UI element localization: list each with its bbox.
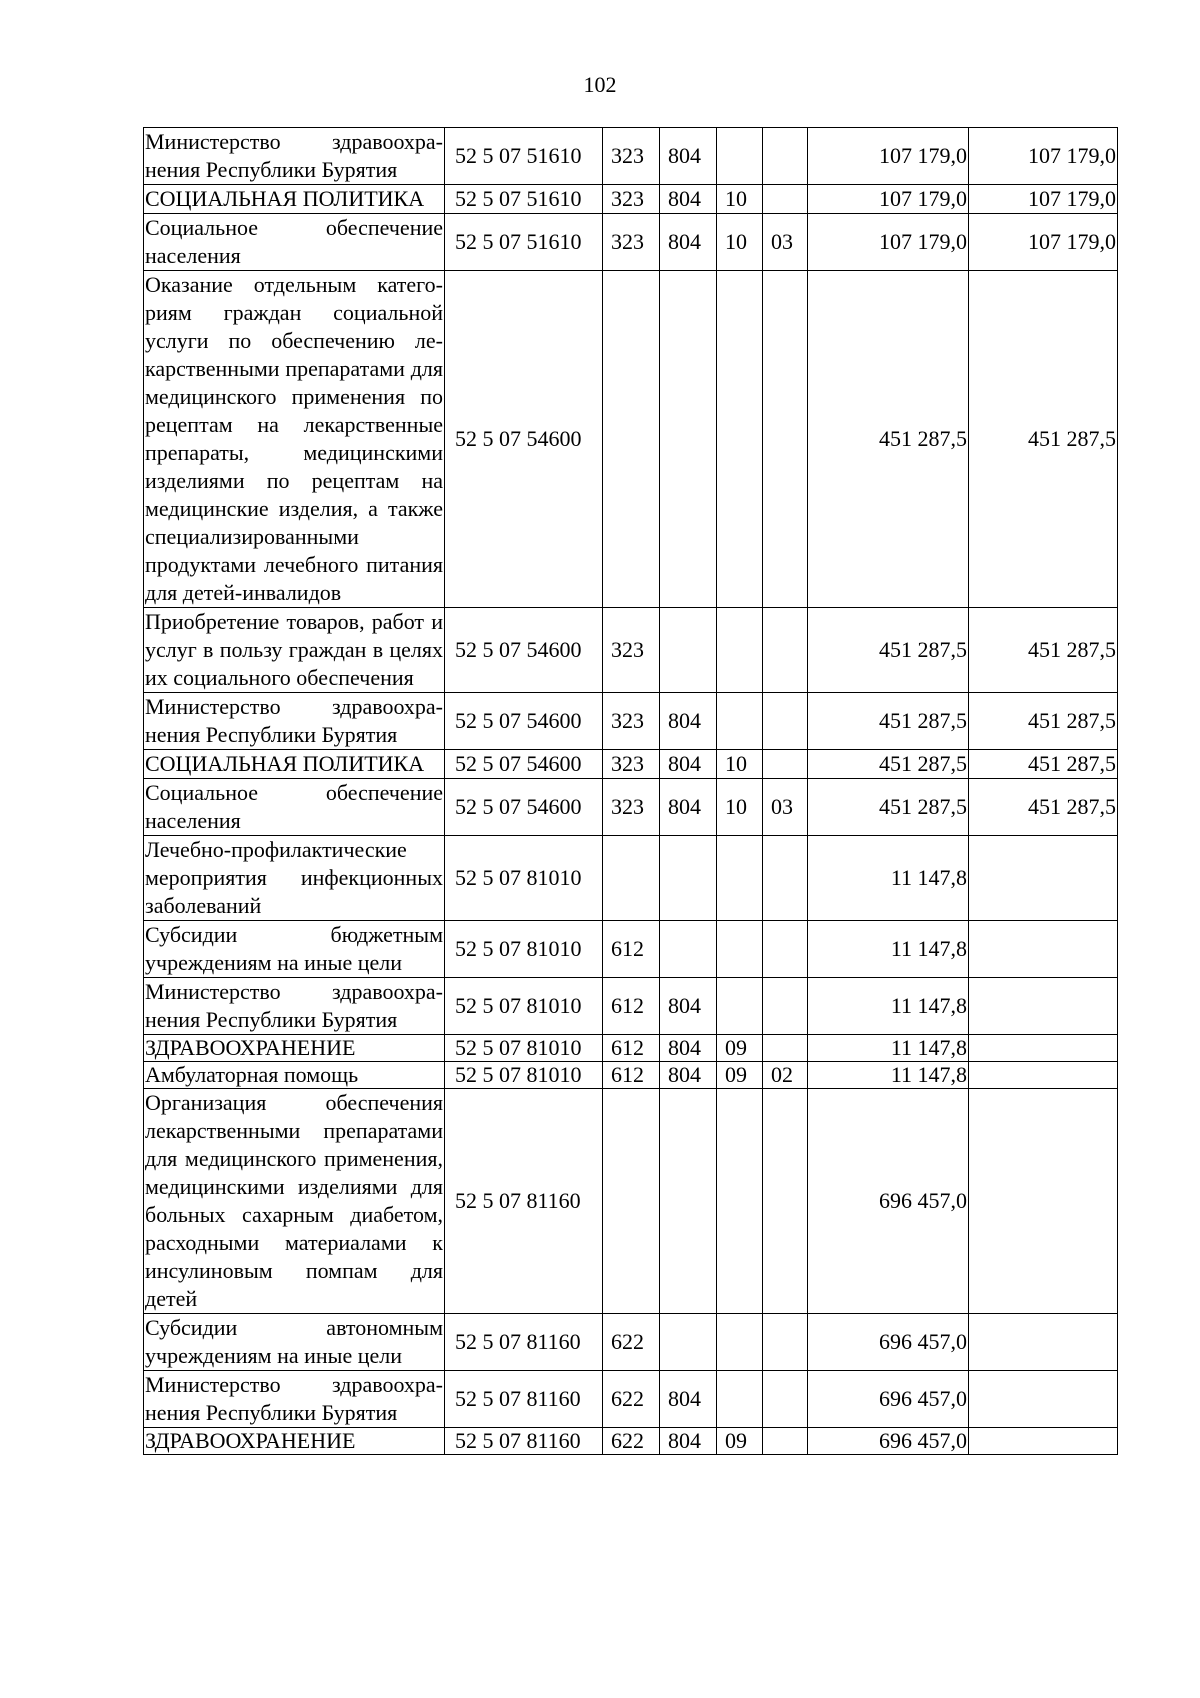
row-code-cell: 52 5 07 54600 [445, 693, 603, 750]
row-sum2-cell [969, 1062, 1118, 1089]
table-row [144, 921, 1118, 978]
row-sum1-cell: 696 457,0 [808, 1089, 969, 1314]
row-subsection-cell [763, 1428, 808, 1455]
row-subsection-cell [763, 608, 808, 693]
row-section-cell [717, 1089, 763, 1314]
row-sum2-cell [969, 1089, 1118, 1314]
row-subsection-cell [763, 978, 808, 1035]
row-sum1-cell: 107 179,0 [808, 185, 969, 214]
table-row [144, 750, 1118, 779]
row-sum1-cell: 451 287,5 [808, 750, 969, 779]
row-name-cell: Министерство здравоохранения Республики Бурятия [144, 693, 445, 750]
row-grbs-cell: 323 [603, 750, 660, 779]
row-section-cell [717, 978, 763, 1035]
row-section-cell [717, 921, 763, 978]
row-sum1-cell: 451 287,5 [808, 608, 969, 693]
row-code-cell: 52 5 07 81160 [445, 1089, 603, 1314]
row-section-cell [717, 1314, 763, 1371]
row-dept-cell: 804 [660, 1371, 717, 1428]
row-subsection-cell [763, 185, 808, 214]
row-section-cell [717, 1371, 763, 1428]
row-code-cell: 52 5 07 81010 [445, 978, 603, 1035]
table-row [144, 1062, 1118, 1089]
row-name-cell: Социальное обеспечение населения [144, 214, 445, 271]
row-dept-cell [660, 608, 717, 693]
row-sum2-cell [969, 1035, 1118, 1062]
row-grbs-cell: 323 [603, 214, 660, 271]
row-subsection-cell [763, 1035, 808, 1062]
row-subsection-cell: 02 [763, 1062, 808, 1089]
table-row [144, 185, 1118, 214]
row-name-cell: Министерство здравоохранения Республики Бурятия [144, 128, 445, 185]
row-grbs-cell: 323 [603, 185, 660, 214]
row-name-cell: СОЦИАЛЬНАЯ ПОЛИТИКА [144, 750, 445, 779]
row-dept-cell: 804 [660, 978, 717, 1035]
row-code-cell: 52 5 07 54600 [445, 608, 603, 693]
row-grbs-cell: 323 [603, 779, 660, 836]
row-section-cell [717, 271, 763, 608]
row-section-cell: 10 [717, 185, 763, 214]
row-sum1-cell: 11 147,8 [808, 978, 969, 1035]
row-grbs-cell: 612 [603, 1062, 660, 1089]
row-section-cell: 09 [717, 1062, 763, 1089]
row-sum1-cell: 451 287,5 [808, 693, 969, 750]
row-dept-cell: 804 [660, 185, 717, 214]
row-sum2-cell [969, 1371, 1118, 1428]
table-row [144, 1428, 1118, 1455]
row-dept-cell [660, 921, 717, 978]
row-dept-cell: 804 [660, 128, 717, 185]
row-sum1-cell: 451 287,5 [808, 779, 969, 836]
row-name-cell: Субсидии бюджетным учреждениям на иные цели [144, 921, 445, 978]
row-sum2-cell: 451 287,5 [969, 608, 1118, 693]
row-name-cell: ЗДРАВООХРАНЕНИЕ [144, 1428, 445, 1455]
row-section-cell: 09 [717, 1428, 763, 1455]
row-grbs-cell: 612 [603, 1035, 660, 1062]
row-section-cell [717, 693, 763, 750]
page-number: 102 [583, 72, 617, 97]
row-code-cell: 52 5 07 51610 [445, 185, 603, 214]
row-dept-cell: 804 [660, 1035, 717, 1062]
row-name-cell: Амбулаторная помощь [144, 1062, 445, 1089]
row-code-cell: 52 5 07 54600 [445, 779, 603, 836]
row-sum1-cell: 11 147,8 [808, 1035, 969, 1062]
row-name-cell: Приобретение товаров, работ и услуг в пользу граждан в целях их социального обеспечения [144, 608, 445, 693]
row-sum2-cell: 451 287,5 [969, 693, 1118, 750]
table-row [144, 271, 1118, 608]
row-name-cell: Министерство здравоохранения Республики Бурятия [144, 1371, 445, 1428]
row-name-cell: Оказание отдельным категориям граждан социальной услуги по обеспечению лекарственными препаратами для медицинского применения по рецептам на лекарственные препараты, медицинскими изделиями по рецептам на медицинские изделия, а также специализированными продуктами лечебного питания для детей-инвалидов [144, 271, 445, 608]
table-row [144, 693, 1118, 750]
row-dept-cell [660, 271, 717, 608]
row-dept-cell [660, 836, 717, 921]
row-grbs-cell: 612 [603, 921, 660, 978]
row-code-cell: 52 5 07 51610 [445, 214, 603, 271]
table-row [144, 1035, 1118, 1062]
row-sum1-cell: 107 179,0 [808, 128, 969, 185]
row-section-cell: 10 [717, 779, 763, 836]
row-dept-cell: 804 [660, 214, 717, 271]
row-subsection-cell [763, 693, 808, 750]
row-name-cell: Лечебно-профилактические мероприятия инфекционных заболеваний [144, 836, 445, 921]
row-section-cell [717, 128, 763, 185]
row-code-cell: 52 5 07 81160 [445, 1371, 603, 1428]
row-subsection-cell: 03 [763, 214, 808, 271]
row-grbs-cell: 323 [603, 608, 660, 693]
row-sum2-cell: 107 179,0 [969, 128, 1118, 185]
table-row [144, 779, 1118, 836]
table-row [144, 1089, 1118, 1314]
row-grbs-cell [603, 1089, 660, 1314]
row-dept-cell [660, 1089, 717, 1314]
row-subsection-cell [763, 836, 808, 921]
row-grbs-cell [603, 836, 660, 921]
table-body [144, 128, 1118, 1455]
row-code-cell: 52 5 07 81010 [445, 921, 603, 978]
table-row [144, 1371, 1118, 1428]
row-sum2-cell: 107 179,0 [969, 185, 1118, 214]
row-name-cell: Субсидии автономным учреждениям на иные цели [144, 1314, 445, 1371]
row-name-cell: СОЦИАЛЬНАЯ ПОЛИТИКА [144, 185, 445, 214]
row-code-cell: 52 5 07 51610 [445, 128, 603, 185]
row-sum2-cell: 451 287,5 [969, 779, 1118, 836]
row-sum1-cell: 107 179,0 [808, 214, 969, 271]
row-code-cell: 52 5 07 81010 [445, 836, 603, 921]
row-section-cell [717, 608, 763, 693]
row-grbs-cell: 323 [603, 128, 660, 185]
row-dept-cell: 804 [660, 693, 717, 750]
table-row [144, 608, 1118, 693]
row-grbs-cell: 622 [603, 1314, 660, 1371]
row-grbs-cell: 612 [603, 978, 660, 1035]
row-subsection-cell: 03 [763, 779, 808, 836]
row-code-cell: 52 5 07 54600 [445, 271, 603, 608]
row-subsection-cell [763, 128, 808, 185]
row-subsection-cell [763, 750, 808, 779]
row-name-cell: Министерство здравоохранения Республики Бурятия [144, 978, 445, 1035]
row-code-cell: 52 5 07 81160 [445, 1428, 603, 1455]
row-subsection-cell [763, 1371, 808, 1428]
row-section-cell: 10 [717, 214, 763, 271]
row-grbs-cell: 323 [603, 693, 660, 750]
row-name-cell: Социальное обеспечение населения [144, 779, 445, 836]
row-sum1-cell: 11 147,8 [808, 1062, 969, 1089]
row-dept-cell [660, 1314, 717, 1371]
row-sum1-cell: 11 147,8 [808, 921, 969, 978]
row-sum1-cell: 11 147,8 [808, 836, 969, 921]
row-subsection-cell [763, 1314, 808, 1371]
row-section-cell: 09 [717, 1035, 763, 1062]
row-code-cell: 52 5 07 81010 [445, 1062, 603, 1089]
row-sum2-cell [969, 921, 1118, 978]
row-sum1-cell: 451 287,5 [808, 271, 969, 608]
row-code-cell: 52 5 07 54600 [445, 750, 603, 779]
row-sum2-cell: 107 179,0 [969, 214, 1118, 271]
table-row [144, 1314, 1118, 1371]
row-section-cell: 10 [717, 750, 763, 779]
row-sum2-cell [969, 978, 1118, 1035]
table-row [144, 978, 1118, 1035]
row-grbs-cell: 622 [603, 1428, 660, 1455]
row-section-cell [717, 836, 763, 921]
row-sum1-cell: 696 457,0 [808, 1428, 969, 1455]
row-name-cell: ЗДРАВООХРАНЕНИЕ [144, 1035, 445, 1062]
row-sum1-cell: 696 457,0 [808, 1314, 969, 1371]
table-row [144, 214, 1118, 271]
row-grbs-cell: 622 [603, 1371, 660, 1428]
row-subsection-cell [763, 271, 808, 608]
row-subsection-cell [763, 921, 808, 978]
row-sum2-cell [969, 1314, 1118, 1371]
row-subsection-cell [763, 1089, 808, 1314]
row-dept-cell: 804 [660, 1062, 717, 1089]
row-dept-cell: 804 [660, 750, 717, 779]
row-dept-cell: 804 [660, 779, 717, 836]
row-dept-cell: 804 [660, 1428, 717, 1455]
row-sum2-cell: 451 287,5 [969, 271, 1118, 608]
table-row [144, 128, 1118, 185]
budget-table [143, 127, 1118, 1455]
table-row [144, 836, 1118, 921]
row-name-cell: Организация обеспечения лекарственными препаратами для медицинского применения, медицинскими изделиями для больных сахарным диабетом, расходными материалами к инсулиновым помпам для детей [144, 1089, 445, 1314]
row-code-cell: 52 5 07 81010 [445, 1035, 603, 1062]
row-sum1-cell: 696 457,0 [808, 1371, 969, 1428]
row-sum2-cell: 451 287,5 [969, 750, 1118, 779]
row-sum2-cell [969, 836, 1118, 921]
row-sum2-cell [969, 1428, 1118, 1455]
row-code-cell: 52 5 07 81160 [445, 1314, 603, 1371]
row-grbs-cell [603, 271, 660, 608]
